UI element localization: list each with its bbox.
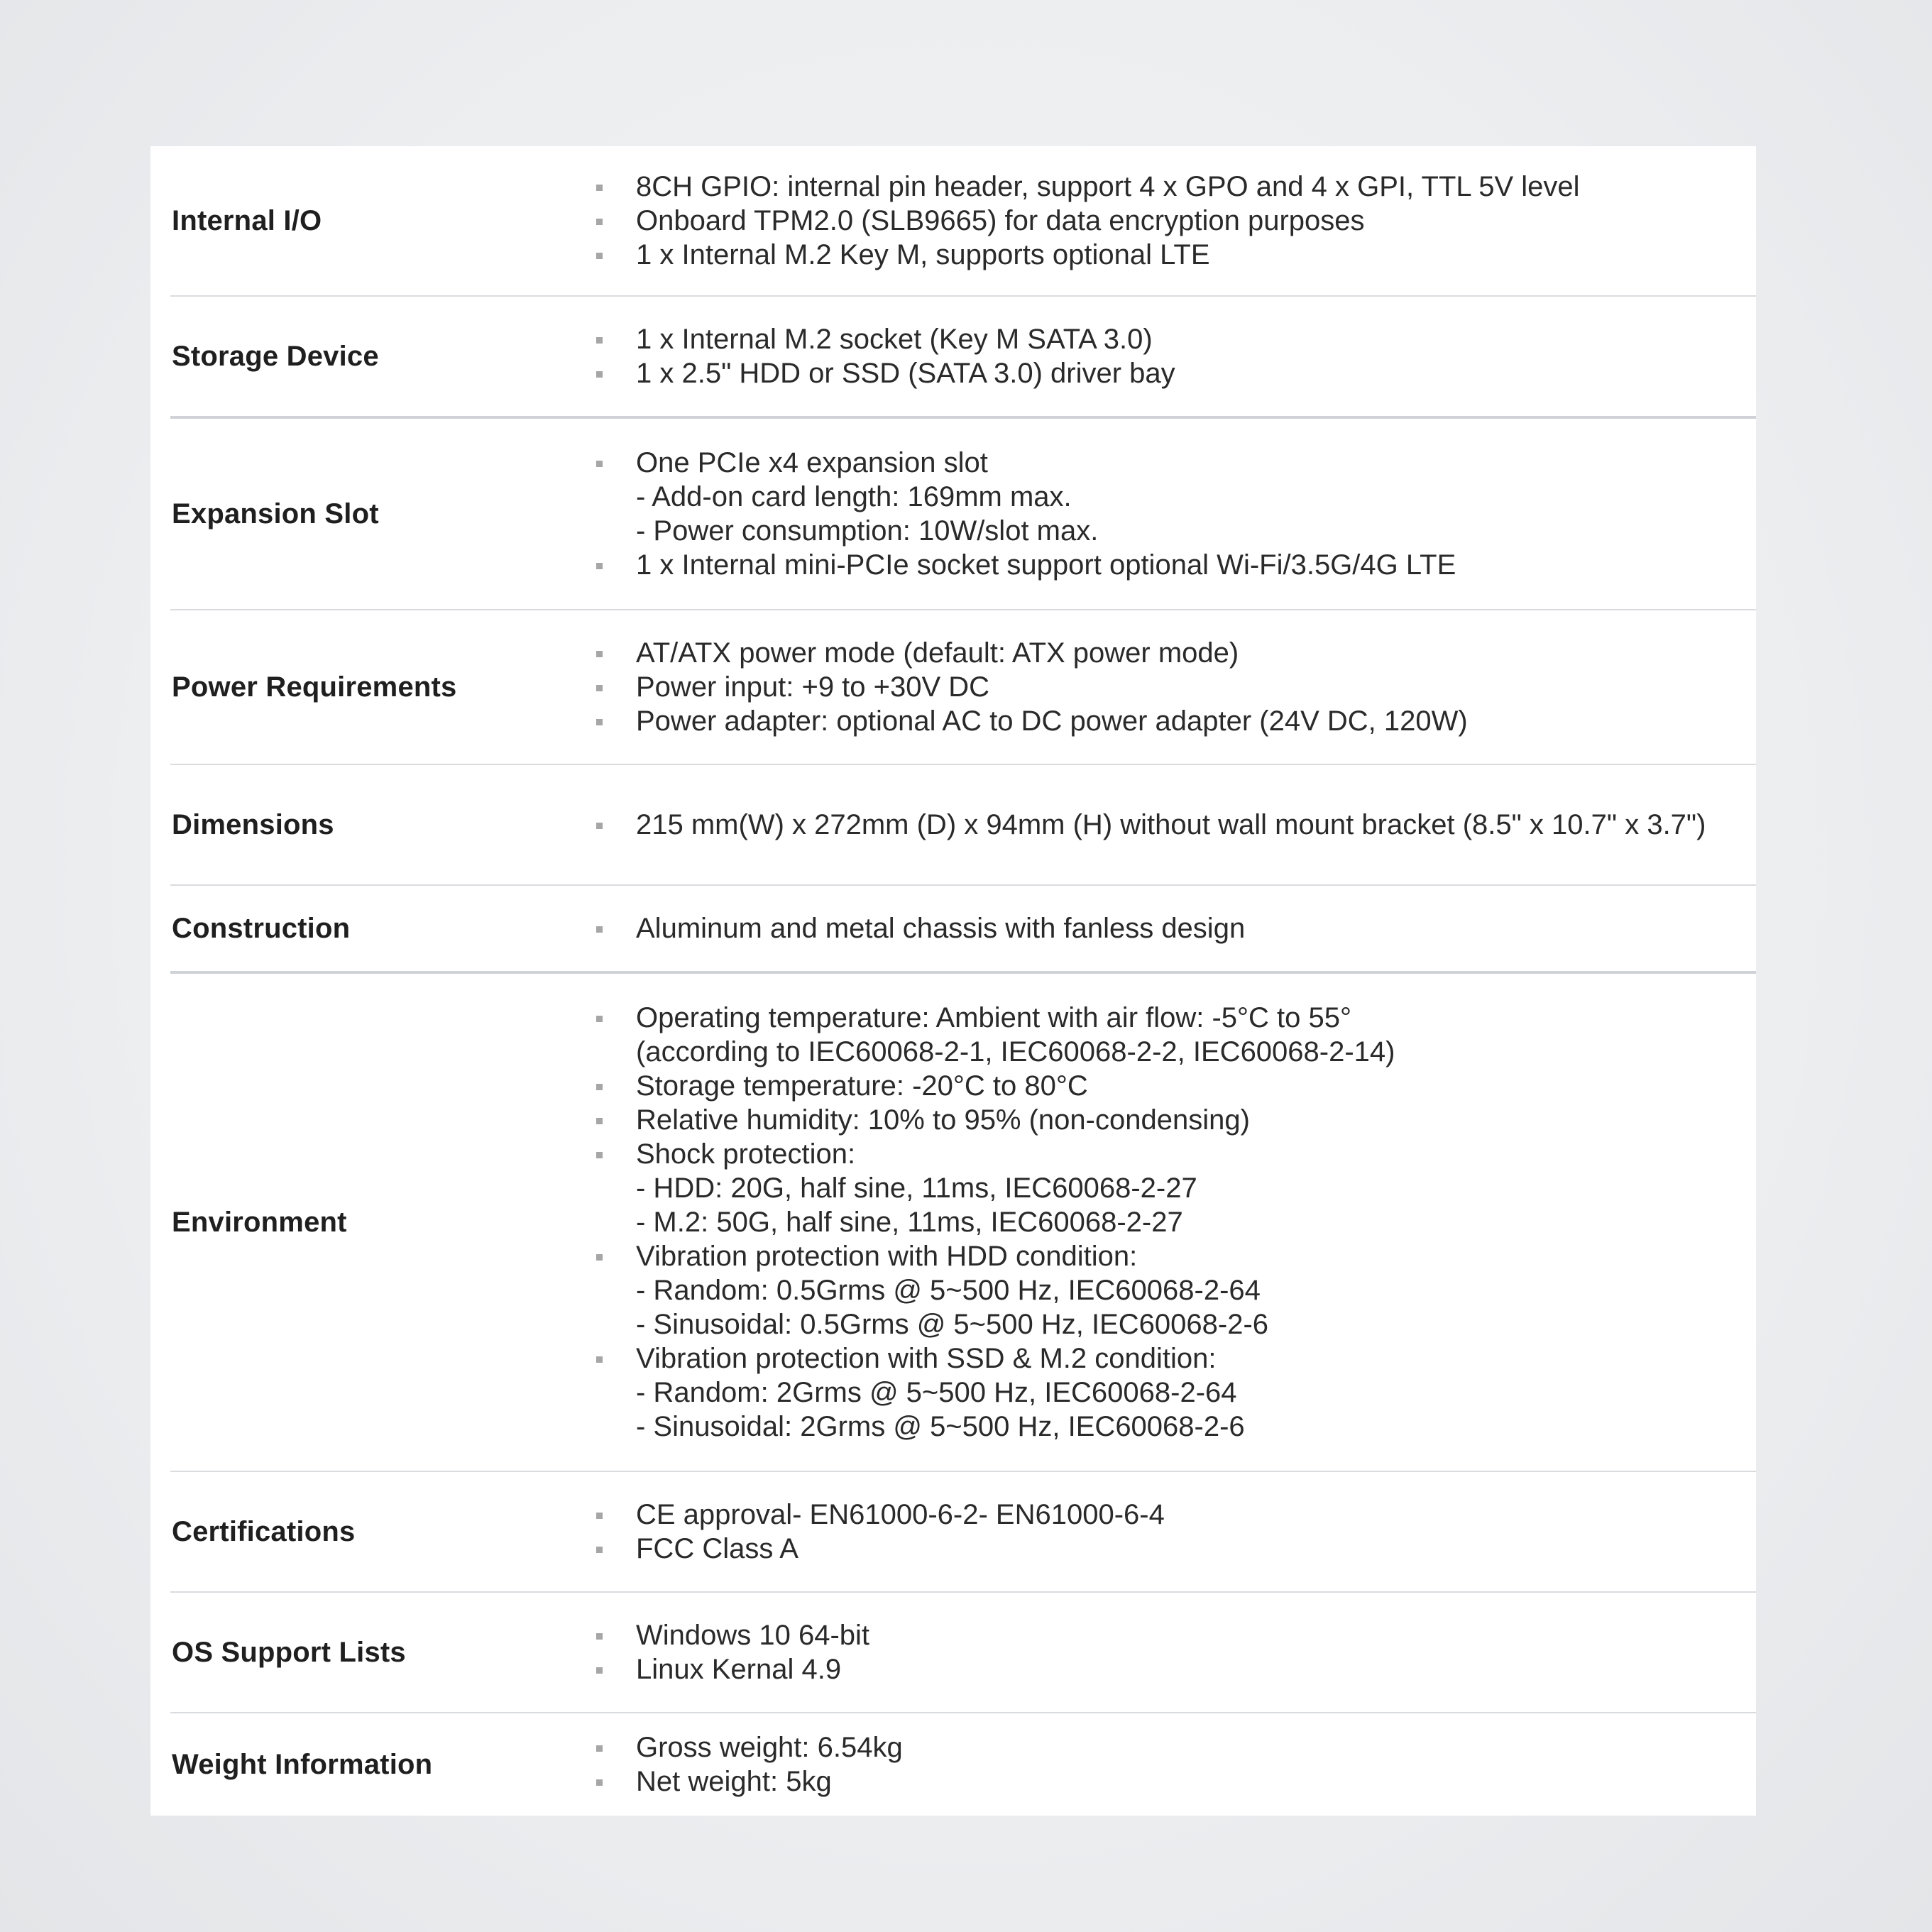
square-bullet-icon bbox=[596, 1667, 603, 1674]
spec-sub-item bbox=[596, 1273, 1728, 1307]
square-bullet-icon bbox=[596, 1084, 603, 1090]
spec-item-text: Net weight: 5kg bbox=[636, 1766, 832, 1797]
spec-row-internal-io bbox=[170, 146, 1756, 297]
spec-list-item bbox=[596, 1103, 1728, 1137]
spec-sub-item bbox=[596, 1410, 1728, 1444]
spec-list-item bbox=[596, 1618, 1728, 1652]
square-bullet-icon bbox=[596, 185, 603, 191]
spec-values bbox=[596, 419, 1728, 609]
spec-sub-item bbox=[596, 1205, 1728, 1239]
spec-list-item bbox=[596, 548, 1728, 582]
spec-item-text: - M.2: 50G, half sine, 11ms, IEC60068-2-27 bbox=[636, 1207, 1183, 1238]
spec-item-text: 1 x Internal M.2 socket (Key M SATA 3.0) bbox=[636, 324, 1153, 355]
square-bullet-icon bbox=[596, 1118, 603, 1124]
spec-list-item bbox=[596, 356, 1728, 390]
spec-row-storage-device bbox=[170, 297, 1756, 419]
square-bullet-icon bbox=[596, 219, 603, 225]
spec-list-item bbox=[596, 1652, 1728, 1686]
spec-list-item bbox=[596, 1239, 1728, 1273]
spec-label: Environment bbox=[172, 1206, 347, 1238]
spec-values bbox=[596, 1713, 1728, 1816]
spec-item-text: 1 x Internal M.2 Key M, supports optional LTE bbox=[636, 239, 1210, 270]
spec-item-text: - Sinusoidal: 2Grms @ 5~500 Hz, IEC60068-2-6 bbox=[636, 1411, 1245, 1442]
spec-label: Internal I/O bbox=[172, 204, 322, 236]
spec-item-text: Operating temperature: Ambient with air flow: -5°C to 55° bbox=[636, 1002, 1352, 1033]
spec-list-item bbox=[596, 670, 1728, 704]
spec-table bbox=[150, 146, 1756, 1816]
spec-item-text: Onboard TPM2.0 (SLB9665) for data encryption purposes bbox=[636, 205, 1365, 236]
spec-item-text: - HDD: 20G, half sine, 11ms, IEC60068-2-27 bbox=[636, 1173, 1197, 1204]
spec-list-item bbox=[596, 1137, 1728, 1171]
square-bullet-icon bbox=[596, 371, 603, 378]
spec-item-text: 8CH GPIO: internal pin header, support 4 x GPO and 4 x GPI, TTL 5V level bbox=[636, 171, 1580, 202]
square-bullet-icon bbox=[596, 1779, 603, 1786]
spec-label: Power Requirements bbox=[172, 671, 457, 703]
spec-item-text: Shock protection: bbox=[636, 1138, 856, 1170]
spec-item-text: Aluminum and metal chassis with fanless design bbox=[636, 913, 1246, 944]
square-bullet-icon bbox=[596, 1356, 603, 1363]
spec-list-item bbox=[596, 1730, 1728, 1764]
spec-sub-item bbox=[596, 1035, 1728, 1069]
spec-item-text: Power adapter: optional AC to DC power adapter (24V DC, 120W) bbox=[636, 706, 1468, 737]
spec-item-text: AT/ATX power mode (default: ATX power mode) bbox=[636, 637, 1239, 669]
spec-item-text: Relative humidity: 10% to 95% (non-condensing) bbox=[636, 1104, 1250, 1136]
spec-label: Storage Device bbox=[172, 340, 379, 372]
spec-values bbox=[596, 974, 1728, 1471]
spec-values bbox=[596, 886, 1728, 971]
square-bullet-icon bbox=[596, 563, 603, 569]
spec-list-item bbox=[596, 1341, 1728, 1376]
spec-sub-item bbox=[596, 1171, 1728, 1205]
spec-item-text: CE approval- EN61000-6-2- EN61000-6-4 bbox=[636, 1499, 1165, 1530]
spec-sub-item bbox=[596, 480, 1728, 514]
square-bullet-icon bbox=[596, 926, 603, 933]
spec-values bbox=[596, 146, 1728, 295]
spec-item-text: 1 x 2.5" HDD or SSD (SATA 3.0) driver bay bbox=[636, 358, 1175, 389]
spec-item-text: Vibration protection with HDD condition: bbox=[636, 1241, 1138, 1272]
square-bullet-icon bbox=[596, 1152, 603, 1158]
spec-item-text: Linux Kernal 4.9 bbox=[636, 1654, 842, 1685]
spec-label: Dimensions bbox=[172, 808, 334, 840]
spec-list-item bbox=[596, 911, 1728, 945]
spec-label: Expansion Slot bbox=[172, 498, 379, 529]
spec-item-text: (according to IEC60068-2-1, IEC60068-2-2, IEC60068-2-14) bbox=[636, 1036, 1395, 1067]
spec-list-item bbox=[596, 1069, 1728, 1103]
square-bullet-icon bbox=[596, 651, 603, 657]
spec-item-text: Storage temperature: -20°C to 80°C bbox=[636, 1070, 1088, 1102]
spec-list-item bbox=[596, 322, 1728, 356]
spec-values bbox=[596, 610, 1728, 764]
square-bullet-icon bbox=[596, 1016, 603, 1022]
spec-label: Construction bbox=[172, 912, 351, 944]
spec-row-environment bbox=[170, 974, 1756, 1472]
spec-item-text: - Power consumption: 10W/slot max. bbox=[636, 515, 1099, 547]
square-bullet-icon bbox=[596, 685, 603, 691]
square-bullet-icon bbox=[596, 1745, 603, 1752]
square-bullet-icon bbox=[596, 1254, 603, 1261]
square-bullet-icon bbox=[596, 1633, 603, 1640]
spec-sub-item bbox=[596, 1307, 1728, 1341]
spec-row-expansion-slot bbox=[170, 419, 1756, 610]
square-bullet-icon bbox=[596, 1547, 603, 1553]
spec-list-item bbox=[596, 636, 1728, 670]
spec-row-power-requirements bbox=[170, 610, 1756, 765]
spec-list-item bbox=[596, 238, 1728, 272]
spec-values bbox=[596, 1472, 1728, 1591]
spec-item-text: - Sinusoidal: 0.5Grms @ 5~500 Hz, IEC60068-2-6 bbox=[636, 1309, 1269, 1340]
spec-list-item bbox=[596, 704, 1728, 738]
spec-list-item bbox=[596, 1498, 1728, 1532]
spec-list-item bbox=[596, 170, 1728, 204]
spec-sub-item bbox=[596, 514, 1728, 548]
spec-sub-item bbox=[596, 1376, 1728, 1410]
spec-item-text: - Add-on card length: 169mm max. bbox=[636, 481, 1072, 512]
spec-item-text: One PCIe x4 expansion slot bbox=[636, 447, 988, 478]
spec-item-text: 215 mm(W) x 272mm (D) x 94mm (H) without wall mount bracket (8.5" x 10.7" x 3.7") bbox=[636, 809, 1706, 840]
spec-item-text: Vibration protection with SSD & M.2 condition: bbox=[636, 1343, 1217, 1374]
spec-label: Certifications bbox=[172, 1515, 356, 1547]
spec-row-certifications bbox=[170, 1472, 1756, 1593]
square-bullet-icon bbox=[596, 1513, 603, 1519]
spec-item-text: FCC Class A bbox=[636, 1533, 798, 1564]
spec-list-item bbox=[596, 1764, 1728, 1799]
spec-values bbox=[596, 765, 1728, 884]
square-bullet-icon bbox=[596, 253, 603, 259]
spec-item-text: - Random: 0.5Grms @ 5~500 Hz, IEC60068-2-64 bbox=[636, 1275, 1261, 1306]
spec-item-text: 1 x Internal mini-PCIe socket support optional Wi-Fi/3.5G/4G LTE bbox=[636, 549, 1456, 581]
spec-list-item bbox=[596, 1532, 1728, 1566]
spec-list-item bbox=[596, 1001, 1728, 1035]
spec-values bbox=[596, 297, 1728, 416]
spec-list-item bbox=[596, 204, 1728, 238]
spec-label: Weight Information bbox=[172, 1748, 433, 1780]
spec-row-dimensions bbox=[170, 765, 1756, 886]
square-bullet-icon bbox=[596, 823, 603, 829]
spec-row-weight bbox=[170, 1713, 1756, 1816]
spec-list-item bbox=[596, 446, 1728, 480]
spec-list-item bbox=[596, 808, 1728, 842]
spec-item-text: Power input: +9 to +30V DC bbox=[636, 671, 990, 703]
square-bullet-icon bbox=[596, 719, 603, 725]
spec-values bbox=[596, 1593, 1728, 1712]
square-bullet-icon bbox=[596, 337, 603, 344]
spec-item-text: Windows 10 64-bit bbox=[636, 1620, 870, 1651]
spec-item-text: Gross weight: 6.54kg bbox=[636, 1732, 903, 1763]
spec-label: OS Support Lists bbox=[172, 1636, 406, 1668]
square-bullet-icon bbox=[596, 461, 603, 467]
spec-row-os-support bbox=[170, 1593, 1756, 1713]
spec-item-text: - Random: 2Grms @ 5~500 Hz, IEC60068-2-64 bbox=[636, 1377, 1237, 1408]
spec-row-construction bbox=[170, 886, 1756, 974]
